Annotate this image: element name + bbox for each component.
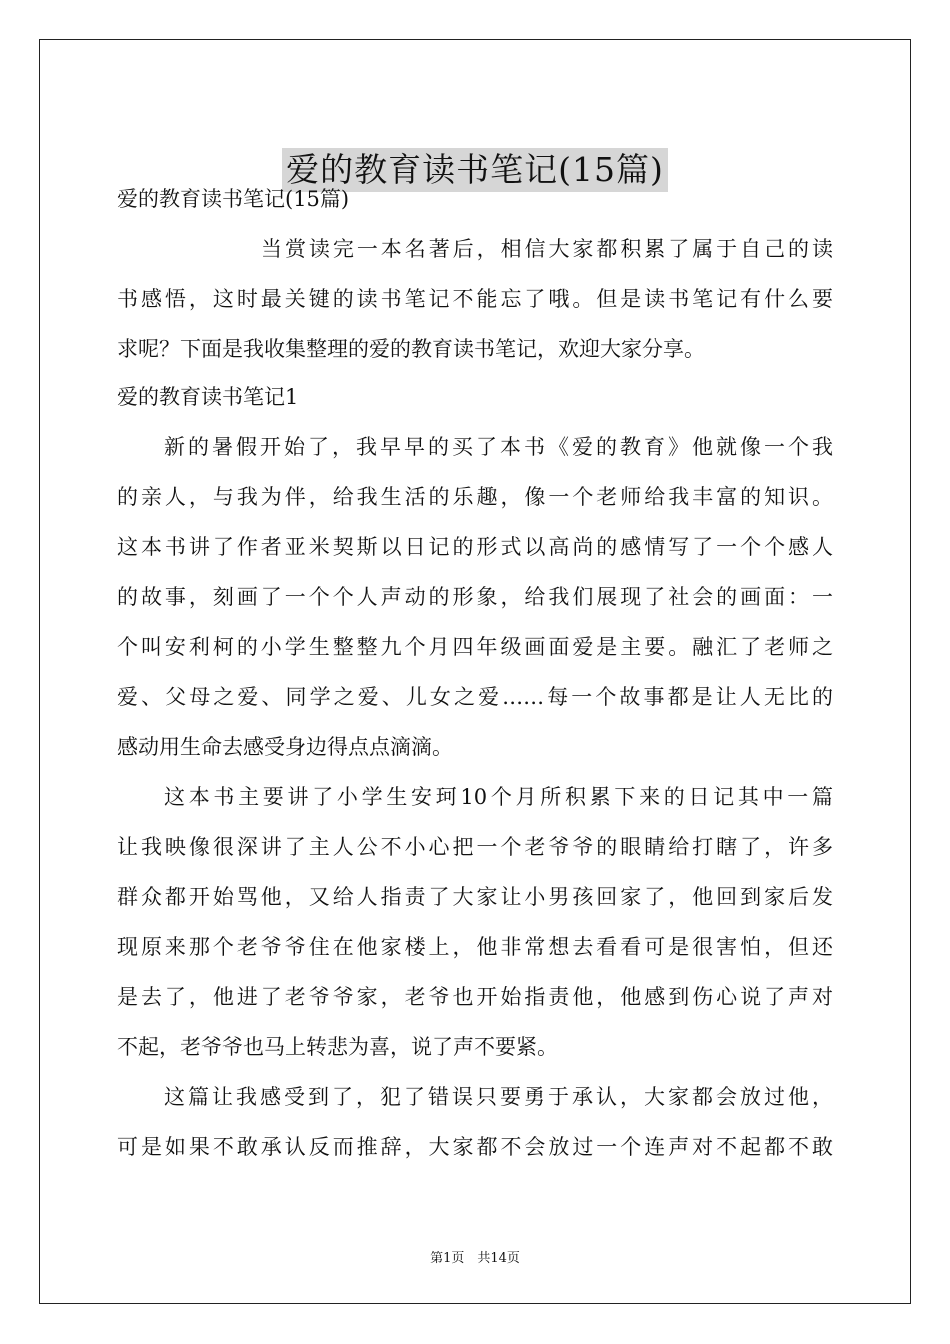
paragraph-line: 爱、父母之爱、同学之爱、儿女之爱……每一个故事都是让人无比的 bbox=[117, 685, 833, 709]
intro-line: 求呢？下面是我收集整理的爱的教育读书笔记，欢迎大家分享。 bbox=[117, 337, 705, 361]
intro-line: 书感悟，这时最关键的读书笔记不能忘了哦。但是读书笔记有什么要 bbox=[117, 287, 833, 311]
paragraph-line: 感动用生命去感受身边得点点滴滴。 bbox=[117, 735, 453, 759]
document-subtitle: 爱的教育读书笔记(15篇) bbox=[117, 187, 350, 211]
paragraph-line: 的故事，刻画了一个个人声动的形象，给我们展现了社会的画面：一 bbox=[117, 585, 833, 609]
paragraph-line: 这本书讲了作者亚米契斯以日记的形式以高尚的感情写了一个个感人 bbox=[117, 535, 833, 559]
page-footer: 第1页 共14页 bbox=[430, 1251, 520, 1266]
page-border bbox=[39, 39, 911, 1304]
paragraph-line: 现原来那个老爷爷住在他家楼上，他非常想去看看可是很害怕，但还 bbox=[117, 935, 833, 959]
paragraph-line: 这篇让我感受到了，犯了错误只要勇于承认，大家都会放过他， bbox=[164, 1085, 833, 1109]
paragraph-line: 个叫安利柯的小学生整整九个月四年级画面爱是主要。融汇了老师之 bbox=[117, 635, 833, 659]
paragraph-line: 不起，老爷爷也马上转悲为喜，说了声不要紧。 bbox=[117, 1035, 558, 1059]
paragraph-line: 是去了，他进了老爷爷家，老爷也开始指责他，他感到伤心说了声对 bbox=[117, 985, 833, 1009]
section-heading: 爱的教育读书笔记1 bbox=[117, 385, 299, 409]
paragraph-line: 这本书主要讲了小学生安珂10个月所积累下来的日记其中一篇 bbox=[164, 785, 833, 809]
paragraph-line: 让我映像很深讲了主人公不小心把一个老爷爷的眼睛给打瞎了，许多 bbox=[117, 835, 833, 859]
paragraph-line: 群众都开始骂他，又给人指责了大家让小男孩回家了，他回到家后发 bbox=[117, 885, 833, 909]
document-title: 爱的教育读书笔记(15篇) bbox=[282, 148, 668, 192]
intro-line: 当赏读完一本名著后，相信大家都积累了属于自己的读 bbox=[261, 237, 833, 261]
paragraph-line: 可是如果不敢承认反而推辞，大家都不会放过一个连声对不起都不敢 bbox=[117, 1135, 833, 1159]
paragraph-line: 的亲人，与我为伴，给我生活的乐趣，像一个老师给我丰富的知识。 bbox=[117, 485, 833, 509]
paragraph-line: 新的暑假开始了，我早早的买了本书《爱的教育》他就像一个我 bbox=[164, 435, 833, 459]
